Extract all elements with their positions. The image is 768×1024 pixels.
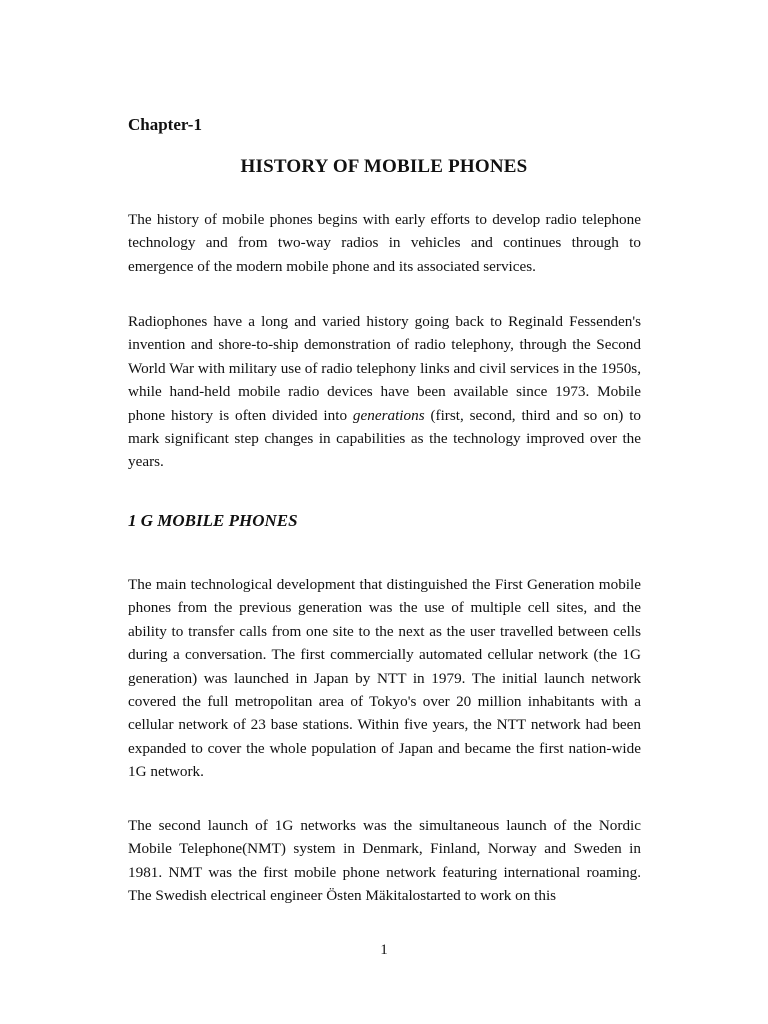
radiophones-text-start: Radiophones have a long and varied history going back to Reginald Fessenden's invention and shore-to-ship demonstration of radio telephony, through the Second World War with military use of radio telephony links and civil services in the 1950s, while hand-held mobile radio devices have been available since 1973. Mobile phone history is often divided into bbox=[128, 313, 641, 424]
section-heading-1g: 1 G MOBILE PHONES bbox=[128, 511, 298, 530]
nordic-launch-paragraph: The second launch of 1G networks was the simultaneous launch of the Nordic Mobile Telephone(NMT) system in Denmark, Finland, Norway and Sweden in 1981. NMT was the first mobile phone network featuring international roaming. The Swedish electrical engineer Östen Mäkitalostarted to work on this bbox=[128, 817, 641, 905]
generations-emphasis: generations bbox=[352, 406, 425, 424]
first-generation-paragraph: The main technological development that distinguished the First Generation mobile phones from the previous generation was the use of multiple cell sites, and the ability to transfer calls from one site to the next as the user travelled between cells during a conversation. The first commercially automated cellular network (the 1G generation) was launched in Japan by NTT in 1979. The initial launch network covered the full metropolitan area of Tokyo's over 20 million inhabitants with a cellular network of 23 base stations. Within five years, the NTT network had been expanded to cover the whole population of Japan and became the first nation-wide 1G network. bbox=[128, 576, 641, 781]
page-title: HISTORY OF MOBILE PHONES bbox=[240, 156, 528, 177]
radiophones-paragraph bbox=[128, 310, 641, 474]
page-number: 1 bbox=[380, 942, 388, 958]
radiophones-text-end: (first, second, third and so on) to mark significant step changes in capabilities as the technology improved over the years. bbox=[128, 406, 642, 471]
intro-paragraph: The history of mobile phones begins with early efforts to develop radio telephone technology and from two-way radios in vehicles and continues through to emergence of the modern mobile phone and its associated services. bbox=[128, 211, 641, 275]
chapter-label: Chapter-1 bbox=[128, 115, 202, 134]
